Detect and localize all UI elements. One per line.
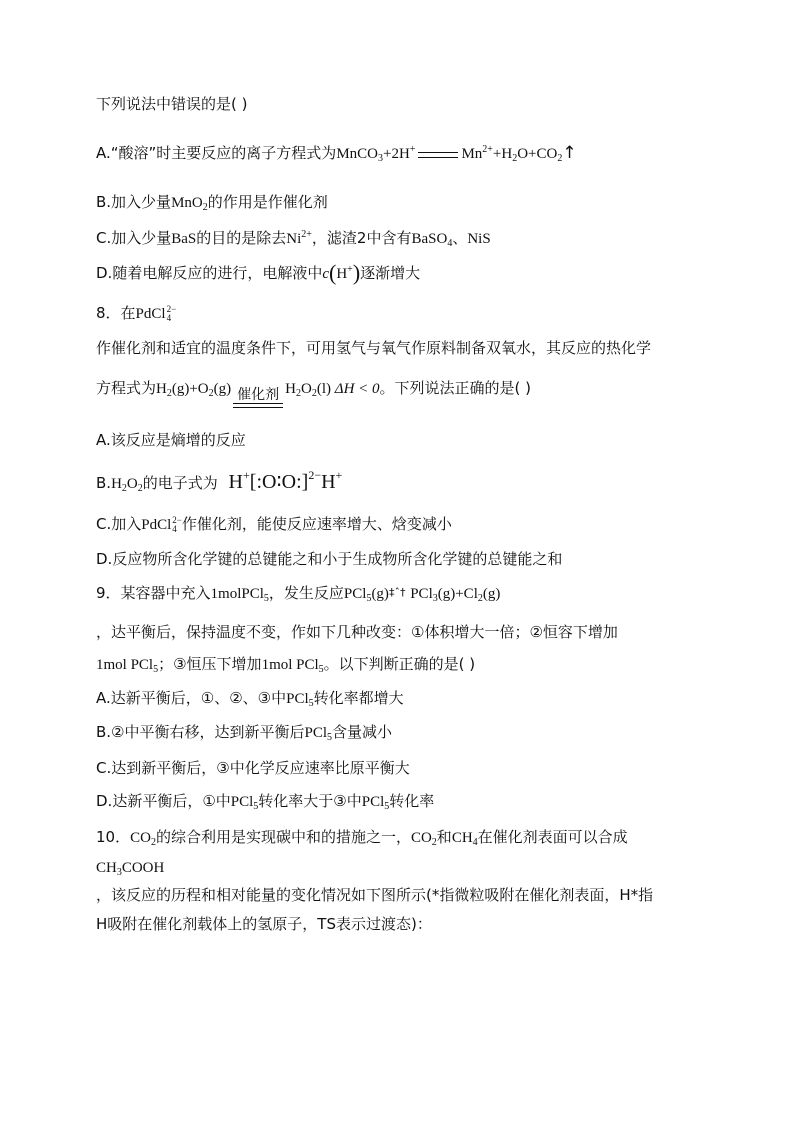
question-9-stem-2: ，达平衡后，保持温度不变，作如下几种改变：①体积增大一倍；②恒容下增加 xyxy=(96,623,618,641)
question-8-equation: 方程式为$H_2(g)+O_2(g)$ 催化剂 $H_2O_2(l) \Delta H < 0$。下列说法正确的是( ) xyxy=(96,378,531,408)
option-7c: C.加入少量BaS的目的是除去$Ni^{2+}$，滤渣2中含有BaSO$_4$、NiS xyxy=(96,229,491,249)
option-8c: C.加入PdCl 2− 4 作催化剂，能使反应速率增大、焓变减小 xyxy=(96,514,452,534)
question-8-number: 8．在PdCl 2− 4 xyxy=(96,303,177,323)
option-7b: B.加入少量MnO$_2$的作用是作催化剂 xyxy=(96,193,328,213)
option-9c: C.达到新平衡后，③中化学反应速率比原平衡大 xyxy=(96,759,410,777)
question-9-stem: 9．某容器中充入1molPCl$_5$，发生反应PCl$_5$(g)‡ˆ† $PCl_3(g)+Cl_2(g)$ xyxy=(96,584,501,604)
question-stem: 下列说法中错误的是( ) xyxy=(96,95,248,113)
option-9b: B.②中平衡右移，达到新平衡后PCl$_5$含量减小 xyxy=(96,723,393,743)
question-10-stem-3: H吸附在催化剂载体上的氢原子，TS表示过渡态)： xyxy=(96,915,432,933)
question-9-stem-3: 1mol PCl$_5$；③恒压下增加1mol PCl$_5$。以下判断正确的是( ) xyxy=(96,655,476,675)
lewis-structure: H+[:O∶O:]$^{2-}$H+ xyxy=(228,468,343,493)
question-8-stem: 作催化剂和适宜的温度条件下，可用氢气与氧气作原料制备双氧水，其反应的热化学 xyxy=(96,339,652,357)
option-8d: D.反应物所含化学键的总键能之和小于生成物所含化学键的总键能之和 xyxy=(96,550,563,568)
equilibrium-arrow-icon: ‡ˆ† xyxy=(388,586,406,599)
option-7a: A.“酸溶”时主要反应的离子方程式为MnCO$_3$+2H+ $Mn^{2+}+H_2O+CO_2↑$ xyxy=(96,143,577,164)
equals-sign xyxy=(418,152,458,158)
option-7d: D.随着电解反应的进行，电解液中c(H+)逐渐增大 xyxy=(96,260,421,285)
gas-up-arrow-icon: ↑ xyxy=(562,143,577,163)
option-8a: A.该反应是熵增的反应 xyxy=(96,431,246,449)
option-9d: D.达新平衡后，①中PCl$_5$转化率大于③中PCl$_5$转化率 xyxy=(96,792,435,812)
option-8b: $B.H_2O_2$的电子式为 H+[:O∶O:]$^{2-}$H+ xyxy=(96,468,343,494)
question-10-stem-2: ，该反应的历程和相对能量的变化情况如下图所示(*指微粒吸附在催化剂表面，H*指 xyxy=(96,886,654,904)
catalyst-condition: 催化剂 xyxy=(233,387,283,408)
question-10-product: $CH_3COOH$ xyxy=(96,860,165,878)
option-9a: A.达新平衡后，①、②、③中PCl$_5$转化率都增大 xyxy=(96,689,404,709)
question-10-stem: 10．$CO_2$的综合利用是实现碳中和的措施之一，$CO_2$和$CH_4$在催化剂表面可以合成 xyxy=(96,828,628,848)
